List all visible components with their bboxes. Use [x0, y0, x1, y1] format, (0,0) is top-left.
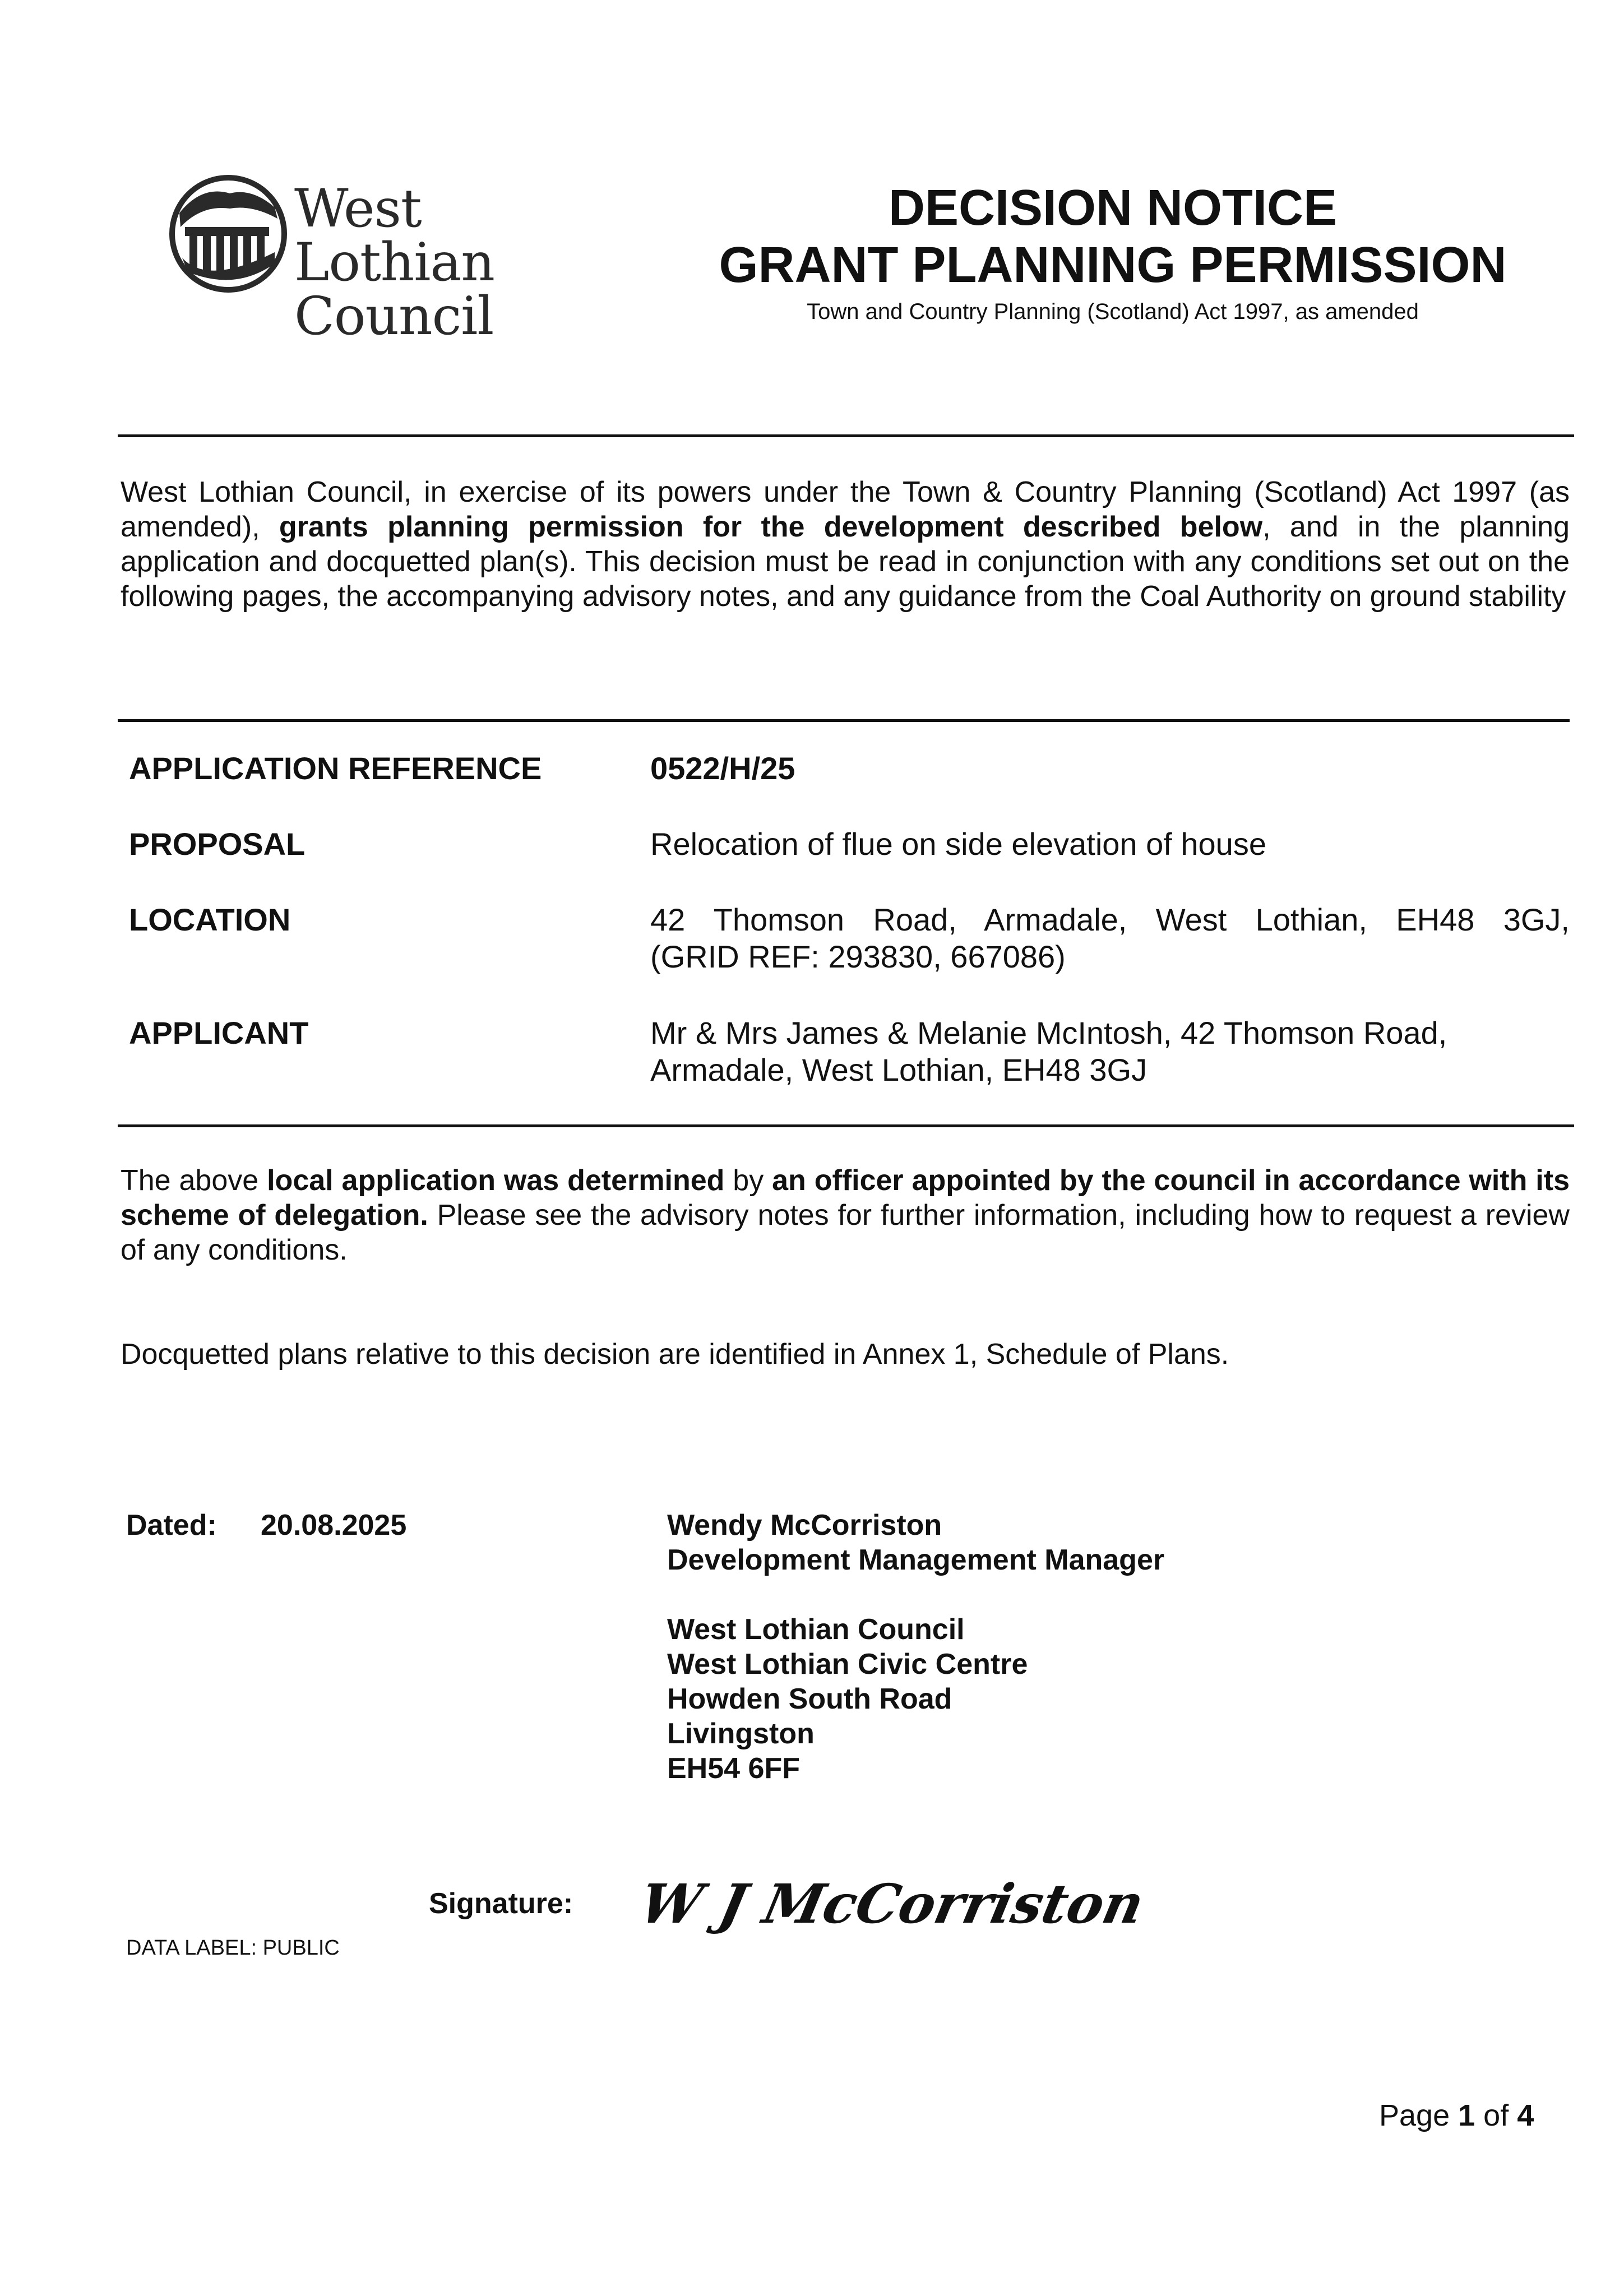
intro-text-1: West Lothian Council, in exercise of its powers under the Town & Country Planning (Scotland) Act 1997 (as amended),: [121, 476, 1570, 543]
page-prefix: Page: [1379, 2099, 1459, 2132]
dated-block: [126, 1508, 407, 1543]
officer-block: [667, 1508, 1164, 1786]
determination-text-3: Please see the advisory notes for further information, including how to request a review of any conditions.: [121, 1199, 1570, 1266]
application-reference-label: APPLICATION REFERENCE: [129, 751, 542, 786]
determination-text-1: The above: [121, 1164, 267, 1197]
intro-text-bold: grants planning permission for the development described below: [279, 511, 1263, 543]
applicant-line-2: Armadale, West Lothian, EH48 3GJ: [650, 1052, 1148, 1087]
divider-details-bottom: [118, 1124, 1574, 1127]
applicant-label: APPLICANT: [129, 1015, 309, 1050]
page-number: [1379, 2098, 1534, 2133]
page-total: 4: [1517, 2099, 1534, 2132]
officer-title: Development Management Manager: [667, 1544, 1165, 1576]
applicant-line-1: Mr & Mrs James & Melanie McIntosh, 42 Thomson Road,: [650, 1015, 1447, 1050]
notice-title: DECISION NOTICE: [888, 180, 1338, 236]
determination-text-2: by: [724, 1164, 772, 1197]
location-value: [650, 901, 1570, 975]
logo-line-2: Council: [294, 286, 494, 347]
address-line: West Lothian Council: [667, 1613, 965, 1646]
location-line-2: (GRID REF: 293830, 667086): [650, 939, 1066, 974]
determination-bold-2: an officer appointed by the council in accordance with its scheme of delegation.: [121, 1164, 1570, 1232]
page-current: 1: [1458, 2099, 1475, 2132]
address-line: Howden South Road: [667, 1683, 952, 1715]
logo-line-1: West Lothian: [294, 178, 494, 293]
svg-text:W J McCorriston: W J McCorriston: [634, 1872, 1150, 1936]
docquetted-plans-note: Docquetted plans relative to this decision are identified in Annex 1, Schedule of Plans.: [121, 1338, 1229, 1371]
application-reference-value: 0522/H/25: [650, 751, 795, 786]
act-reference: Town and Country Planning (Scotland) Act 1997, as amended: [807, 299, 1419, 324]
dated-value: 20.08.2025: [261, 1509, 407, 1542]
officer-name: Wendy McCorriston: [667, 1509, 942, 1542]
location-line-1: 42 Thomson Road, Armadale, West Lothian, EH48 3GJ,: [650, 902, 1570, 937]
address-line: Livingston: [667, 1718, 815, 1750]
data-label: DATA LABEL: PUBLIC: [126, 1936, 340, 1960]
address-line: West Lothian Civic Centre: [667, 1648, 1028, 1681]
divider-top: [118, 434, 1574, 437]
dated-label: Dated:: [126, 1509, 217, 1542]
notice-subtitle: GRANT PLANNING PERMISSION: [719, 237, 1507, 293]
location-label: LOCATION: [129, 902, 291, 937]
intro-paragraph: [121, 475, 1570, 614]
council-logo: [168, 174, 617, 347]
determination-paragraph: [121, 1163, 1570, 1267]
logo-wordmark: [294, 178, 617, 347]
viaduct-emblem-icon: [168, 174, 289, 294]
applicant-value: [650, 1015, 1570, 1089]
determination-bold-1: local application was determined: [267, 1164, 725, 1197]
page-sep: of: [1475, 2099, 1517, 2132]
handwritten-signature: [634, 1861, 1150, 1948]
signature-label: Signature:: [429, 1887, 573, 1920]
address-line: EH54 6FF: [667, 1752, 800, 1785]
proposal-value: Relocation of flue on side elevation of house: [650, 826, 1266, 862]
title-block: [673, 179, 1553, 326]
proposal-label: PROPOSAL: [129, 826, 306, 862]
divider-details-top: [118, 719, 1570, 722]
intro-text-2: , and in the planning application and docquetted plan(s). This decision must be read in conjunction with any conditions set out on the following pages, the accompanying advisory notes, and any guidance from the Coal Authority on ground stability: [121, 511, 1570, 613]
